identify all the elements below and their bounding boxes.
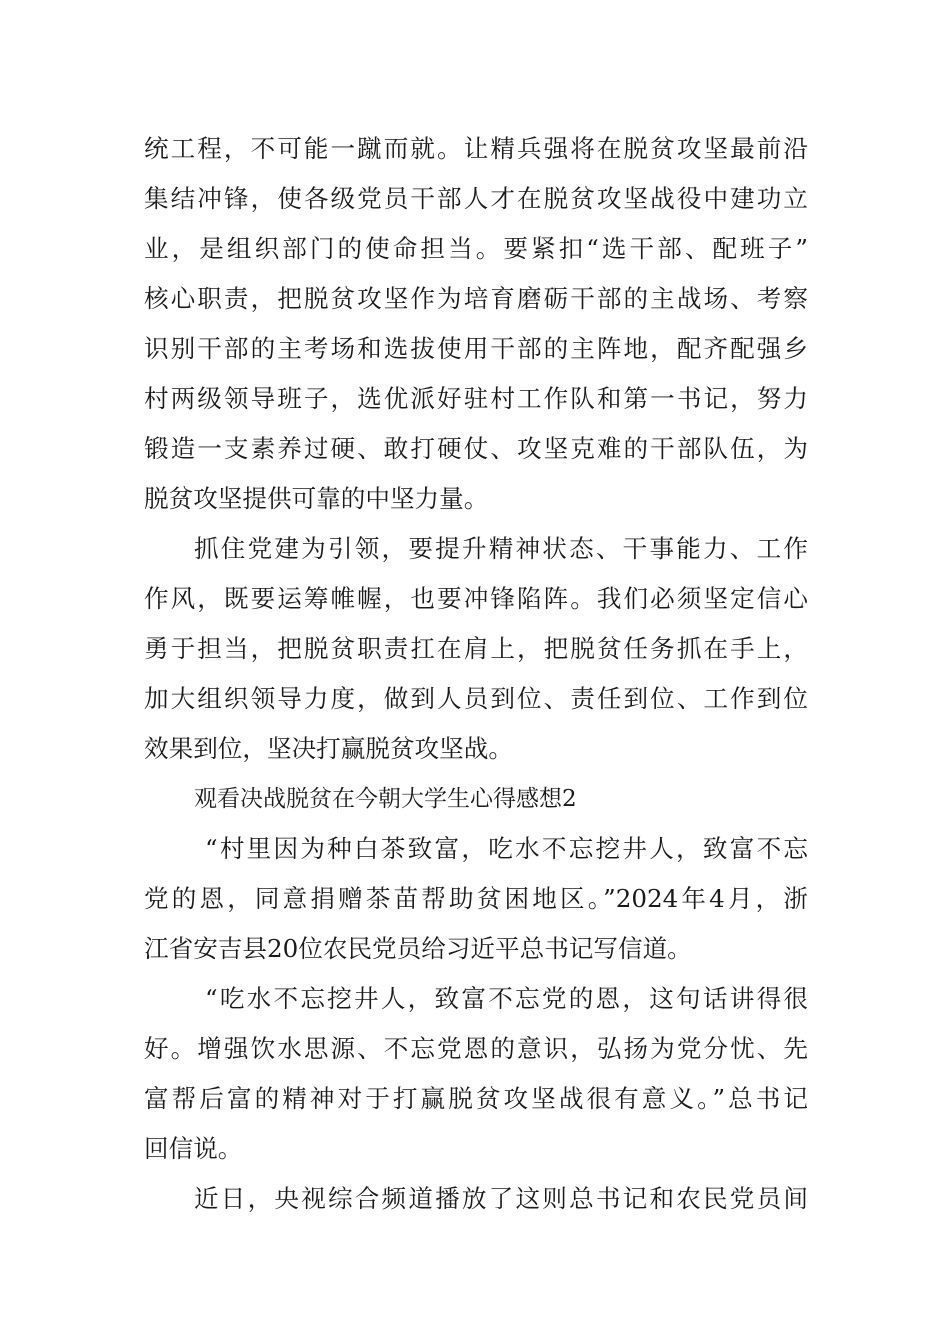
paragraph-line: 富帮后富的精神对于打赢脱贫攻坚战很有意义。”总书记 [144, 1084, 808, 1113]
paragraph-line: 锻造一支素养过硬、敢打硬仗、攻坚克难的干部队伍，为 [144, 434, 808, 463]
section-heading: 观看决战脱贫在今朝大学生心得感想2 [194, 786, 577, 812]
paragraph-line: 勇于担当，把脱贫职责扛在肩上，把脱贫任务抓在手上， [144, 634, 808, 663]
paragraph-line: 近日，央视综合频道播放了这则总书记和农民党员间 [194, 1184, 808, 1213]
paragraph-line: 好。增强饮水思源、不忘党恩的意识，弘扬为党分忧、先 [144, 1034, 808, 1063]
paragraph-line: 集结冲锋，使各级党员干部人才在脱贫攻坚战役中建功立 [144, 184, 808, 213]
paragraph-line: 抓住党建为引领，要提升精神状态、干事能力、工作 [194, 534, 808, 563]
paragraph-line: 回信说。 [144, 1134, 243, 1163]
paragraph-line: 业，是组织部门的使命担当。要紧扣“选干部、配班子” [144, 234, 808, 263]
paragraph-line: 核心职责，把脱贫攻坚作为培育磨砺干部的主战场、考察 [144, 284, 808, 313]
paragraph-line: 识别干部的主考场和选拔使用干部的主阵地，配齐配强乡 [144, 334, 808, 363]
paragraph-line: “村里因为种白茶致富，吃水不忘挖井人，致富不忘 [205, 834, 808, 863]
paragraph-line: 统工程，不可能一蹴而就。让精兵强将在脱贫攻坚最前沿 [144, 134, 808, 163]
paragraph-line: 党的恩，同意捐赠茶苗帮助贫困地区。”2024年4月，浙 [144, 884, 808, 913]
paragraph-line: “吃水不忘挖井人，致富不忘党的恩，这句话讲得很 [205, 984, 808, 1013]
paragraph-line: 江省安吉县20位农民党员给习近平总书记写信道。 [144, 934, 692, 963]
paragraph-line: 脱贫攻坚提供可靠的中坚力量。 [144, 484, 489, 513]
paragraph-line: 加大组织领导力度，做到人员到位、责任到位、工作到位 [144, 684, 808, 713]
paragraph-line: 村两级领导班子，选优派好驻村工作队和第一书记，努力 [144, 384, 808, 413]
paragraph-line: 作风，既要运筹帷幄，也要冲锋陷阵。我们必须坚定信心 [144, 584, 808, 613]
paragraph-line: 效果到位，坚决打赢脱贫攻坚战。 [144, 734, 513, 763]
